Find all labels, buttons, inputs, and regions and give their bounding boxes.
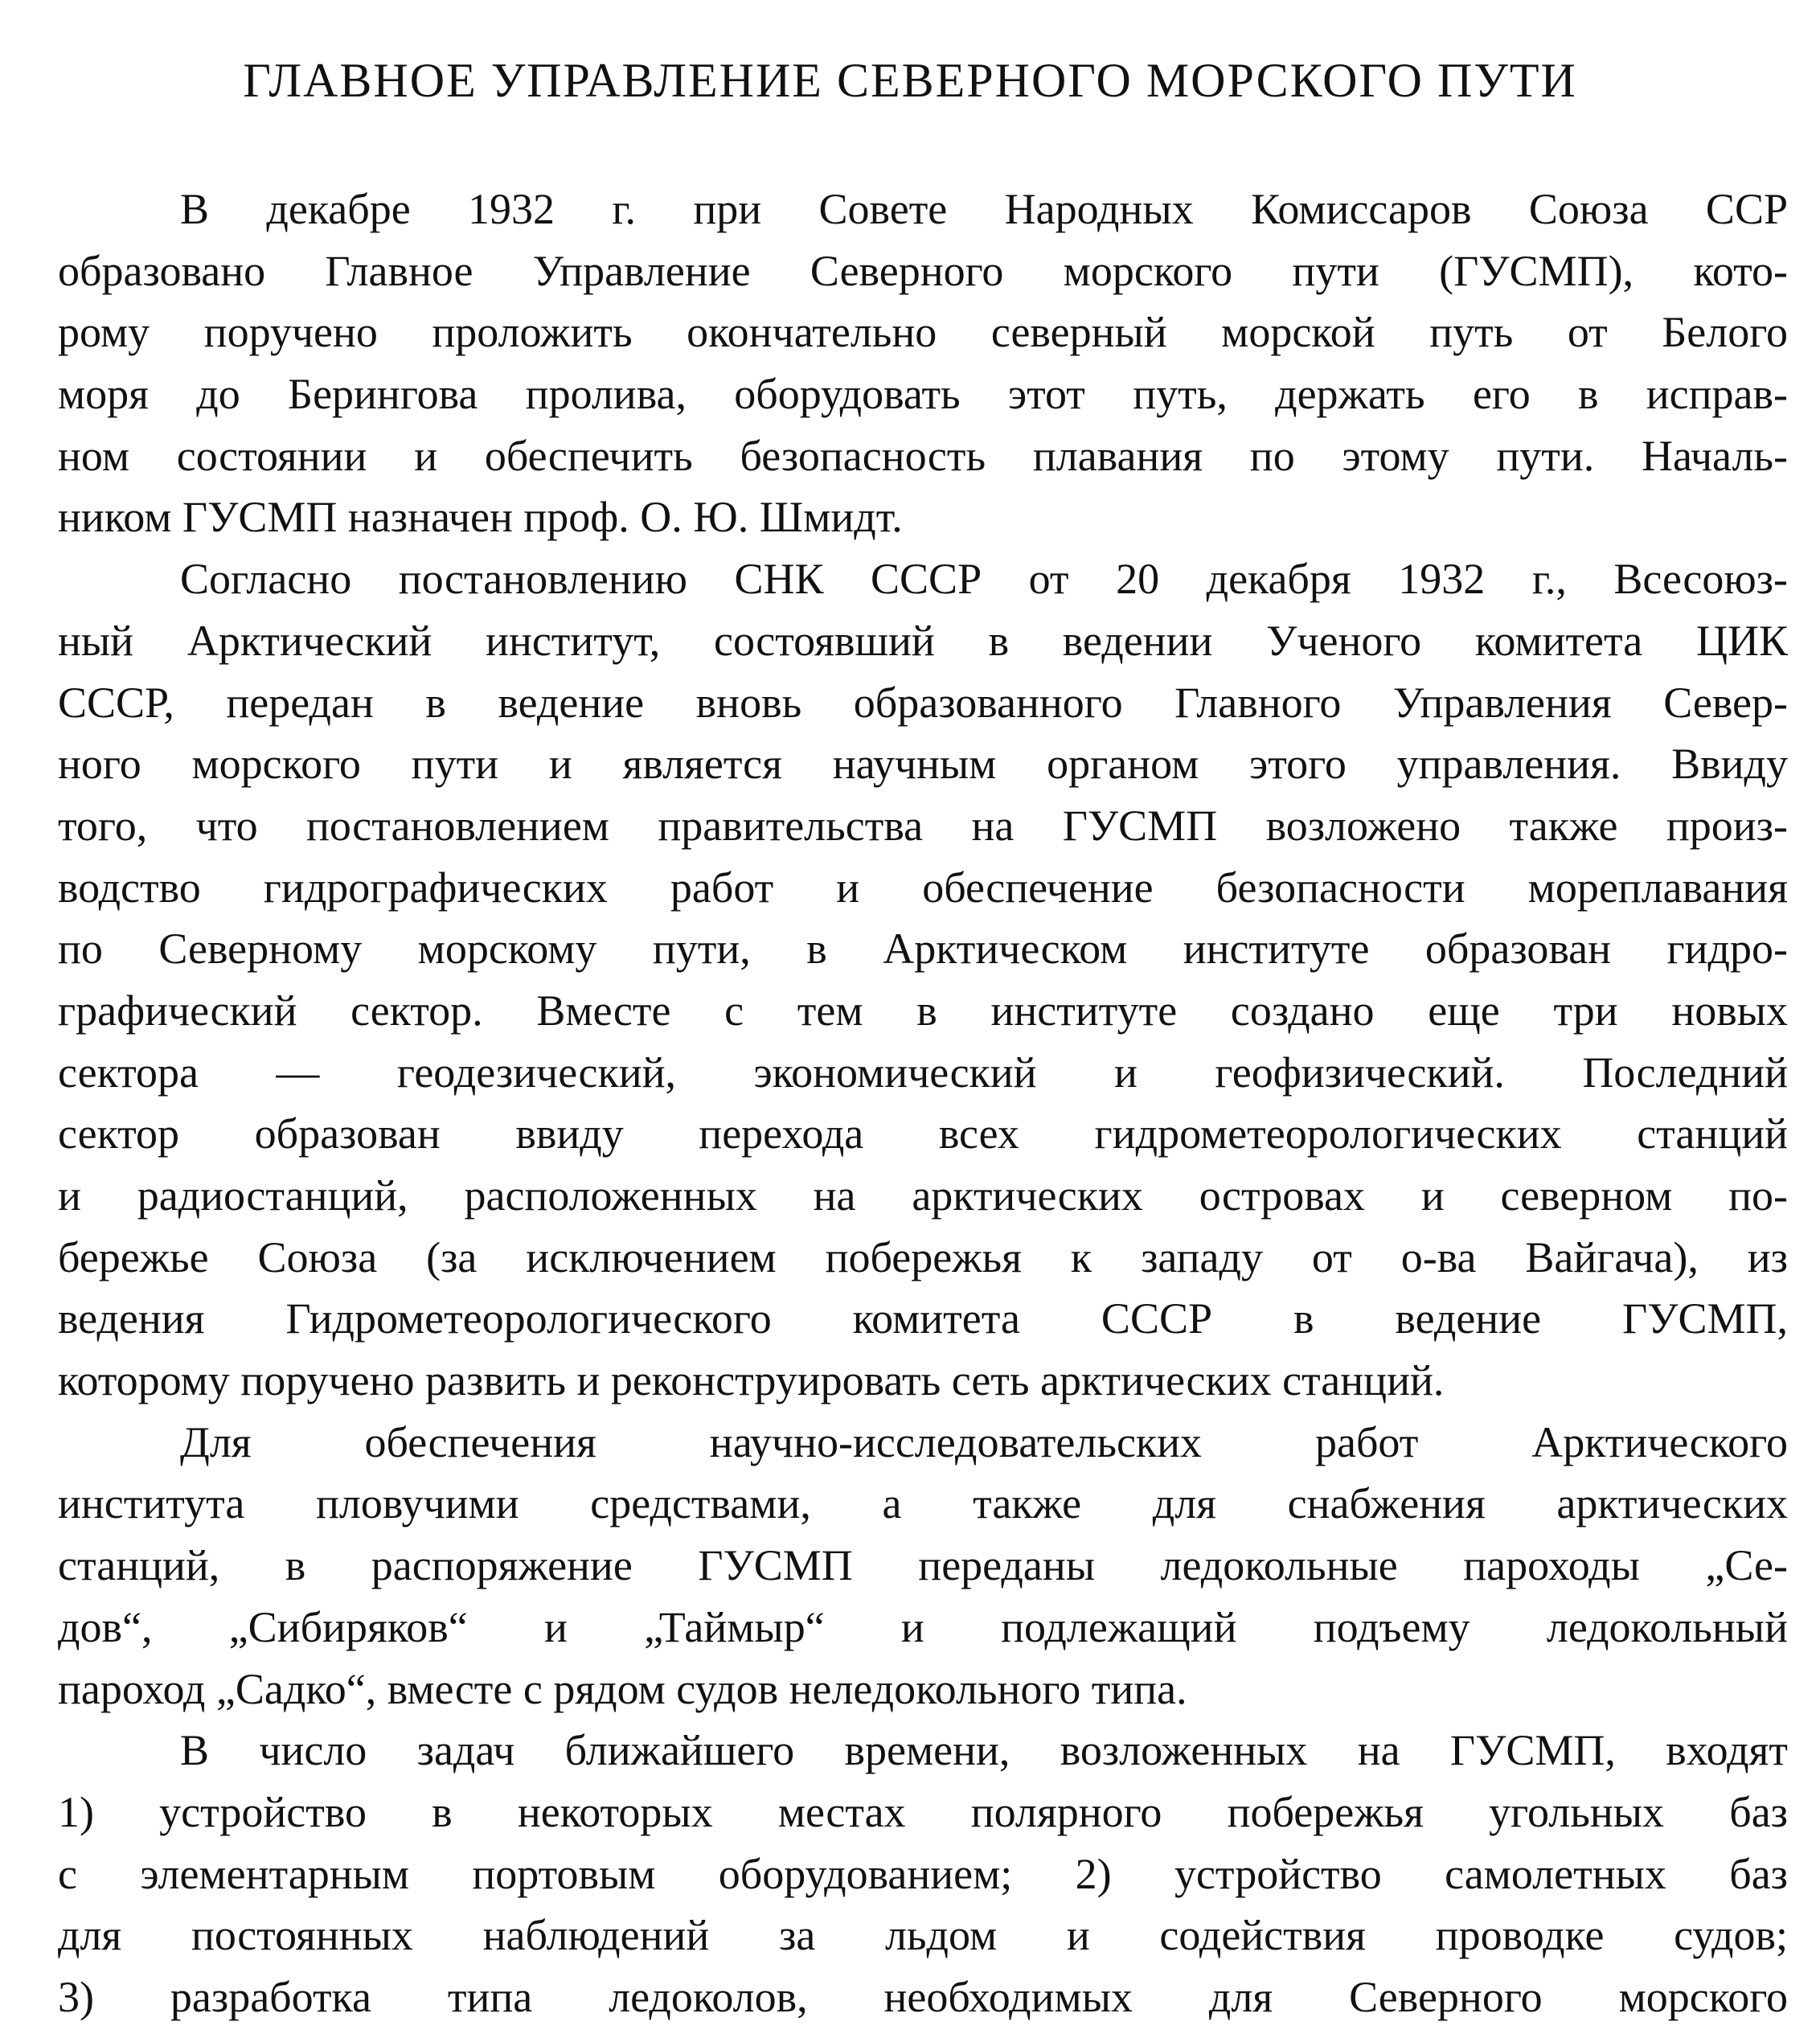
text-line: бережье Союза (за исключением побережья к западу от о-ва Вайгача), из [58,1232,1788,1281]
text-line: моря до Берингова пролива, оборудовать этот путь, держать его в исправ- [58,370,1788,419]
text-line: графический сектор. Вместе с тем в институте создано еще три новых [58,986,1788,1035]
text-line: СССР, передан в ведение вновь образованного Главного Управления Север- [58,678,1788,727]
text-line: сектор образован ввиду перехода всех гидрометеорологических станций [58,1109,1788,1158]
text-line: и радиостанций, расположенных на арктических островах и северном по- [58,1171,1788,1220]
paragraph [58,548,1788,1412]
text-line: водство гидрографических работ и обеспечение безопасности мореплавания [58,863,1788,912]
text-line: 3) разработка типа ледоколов, необходимых для Северного морского [58,1972,1788,2021]
text-line: сектора — геодезический, экономический и геофизический. Последний [58,1048,1788,1097]
page-title: ГЛАВНОЕ УПРАВЛЕНИЕ СЕВЕРНОГО МОРСКОГО ПУТИ [243,54,1577,107]
text-line: образовано Главное Управление Северного морского пути (ГУСМП), кото- [58,246,1788,295]
paragraph [58,178,1788,548]
text-line: Согласно постановлению СНК СССР от 20 декабря 1932 г., Всесоюз- [180,555,1788,604]
text-line: которому поручено развить и реконструировать сеть арктических станций. [58,1356,1445,1405]
text-line: станций, в распоряжение ГУСМП переданы ледокольные пароходы „Се- [58,1541,1788,1590]
text-line: ном состоянии и обеспечить безопасность плавания по этому пути. Началь- [58,431,1788,480]
text-line: пароход „Садко“, вместе с рядом судов неледокольного типа. [58,1664,1187,1713]
text-line: В число задач ближайшего времени, возложенных на ГУСМП, входят [180,1726,1788,1775]
text-line: 1) устройство в некоторых местах полярного побережья угольных баз [58,1787,1788,1836]
text-line: дов“, „Сибиряков“ и „Таймыр“ и подлежащий подъему ледокольный [58,1602,1788,1651]
text-line: для постоянных наблюдений за льдом и содействия проводке судов; [58,1911,1788,1960]
text-line: ного морского пути и является научным органом этого управления. Ввиду [58,740,1788,789]
text-line: того, что постановлением правительства на ГУСМП возложено также произ- [58,801,1788,850]
text-line: института пловучими средствами, а также для снабжения арктических [58,1479,1788,1528]
text-line: В декабре 1932 г. при Совете Народных Комиссаров Союза ССР [180,185,1788,233]
text-line: рому поручено проложить окончательно северный морской путь от Белого [58,308,1788,357]
text-line: по Северному морскому пути, в Арктическом институте образован гидро- [58,925,1788,974]
text-line: Для обеспечения научно-исследовательских работ Арктического [180,1417,1788,1466]
text-line: ведения Гидрометеорологического комитета СССР в ведение ГУСМП, [58,1294,1788,1343]
text-line: с элементарным портовым оборудованием; 2) устройство самолетных баз [58,1849,1788,1898]
paragraph [58,1412,1788,1720]
text-line: ником ГУСМП назначен проф. О. Ю. Шмидт. [58,493,903,542]
document-body [58,178,1788,2028]
text-line: ный Арктический институт, состоявший в ведении Ученого комитета ЦИК [58,616,1788,665]
paragraph [58,1720,1788,2028]
